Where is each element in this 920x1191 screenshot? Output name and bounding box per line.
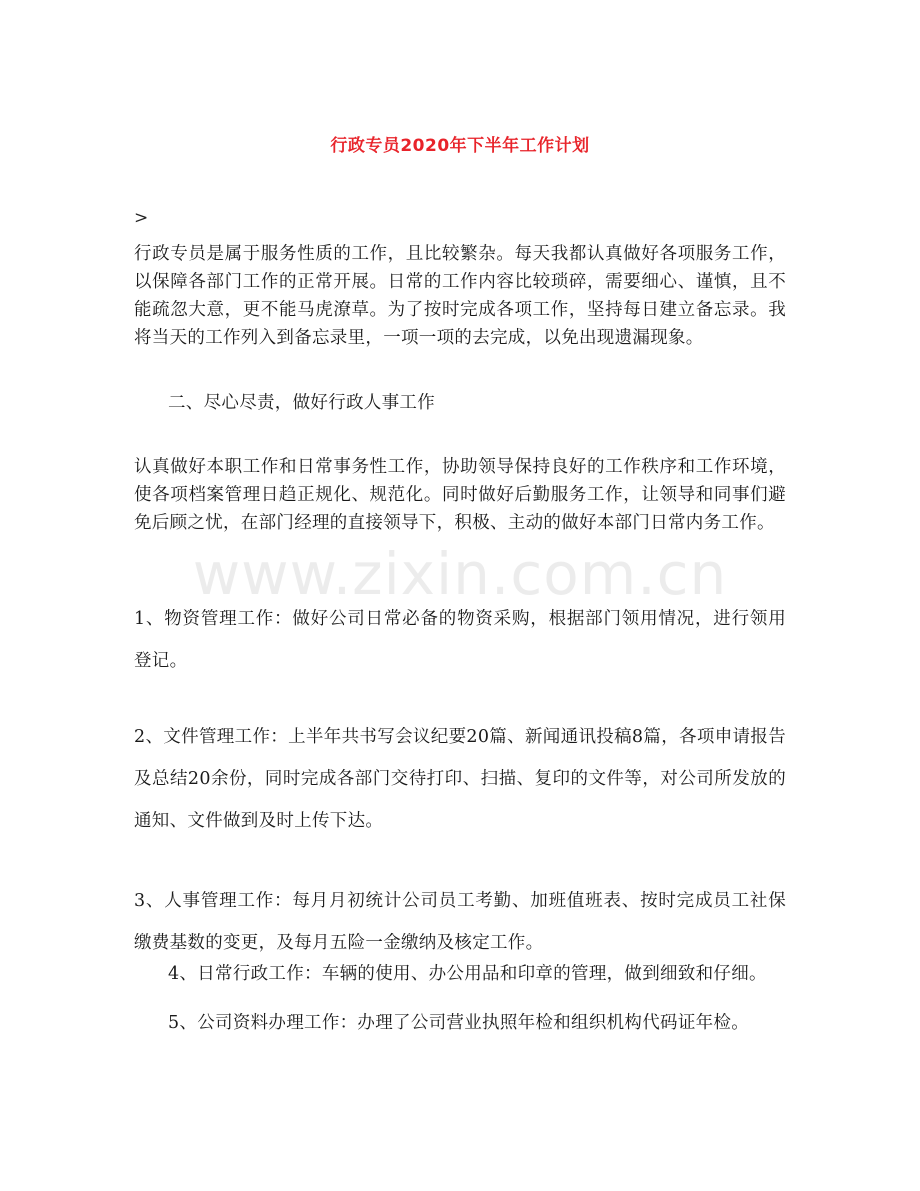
paragraph-intro: 行政专员是属于服务性质的工作，且比较繁杂。每天我都认真做好各项服务工作，以保障各部门工作的正常开展。日常的工作内容比较琐碎，需要细心、谨慎，且不能疏忽大意，更不能马虎潦草。为了按时完成各项工作，坚持每日建立备忘录。我将当天的工作列入到备忘录里，一项一项的去完成，以免出现遗漏现象。 — [134, 244, 786, 348]
list-item-2: 2、文件管理工作：上半年共书写会议纪要20篇、新闻通讯投稿8篇，各项申请报告及总结20余份，同时完成各部门交待打印、扫描、复印的文件等，对公司所发放的通知、文件做到及时上传下达。 — [134, 727, 786, 831]
list-item-1: 1、物资管理工作：做好公司日常必备的物资采购，根据部门领用情况，进行领用登记。 — [134, 609, 786, 671]
list-item-5: 5、公司资料办理工作：办理了公司营业执照年检和组织机构代码证年检。 — [168, 1013, 750, 1033]
watermark: www.zixin.com.cn — [192, 540, 728, 608]
paragraph-duties: 认真做好本职工作和日常事务性工作，协助领导保持良好的工作秩序和工作环境，使各项档案管理日趋正规化、规范化。同时做好后勤服务工作，让领导和同事们避免后顾之忧，在部门经理的直接领导下，积极、主动的做好本部门日常内务工作。 — [134, 457, 786, 533]
section-heading-2: 二、尽心尽责，做好行政人事工作 — [168, 393, 435, 413]
list-item-3: 3、人事管理工作：每月月初统计公司员工考勤、加班值班表、按时完成员工社保缴费基数的变更，及每月五险一金缴纳及核定工作。 — [134, 891, 786, 953]
list-item-4: 4、日常行政工作：车辆的使用、办公用品和印章的管理，做到细致和仔细。 — [168, 964, 767, 984]
document-title: 行政专员2020年下半年工作计划 — [330, 136, 590, 156]
bullet-marker: > — [134, 208, 149, 228]
